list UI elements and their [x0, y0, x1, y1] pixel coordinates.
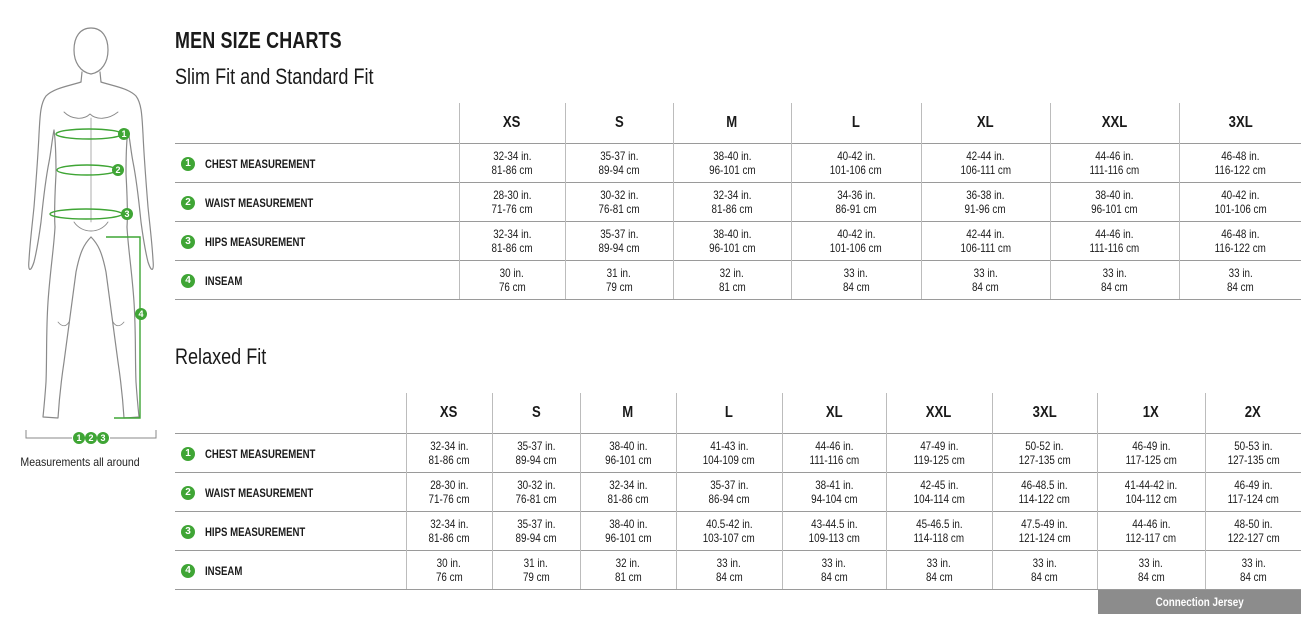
value-cm: 84 cm: [1239, 570, 1267, 584]
value-inches: 33 in.: [843, 266, 869, 280]
value-cm: 114-118 cm: [913, 531, 965, 545]
measurement-label-cell: [175, 551, 406, 590]
value-cm: 84 cm: [1137, 570, 1165, 584]
size-value-cell: [1050, 222, 1179, 261]
value-cm: 86-94 cm: [708, 492, 750, 506]
measurement-number-icon: 2: [181, 486, 195, 500]
size-label: 1X: [1142, 404, 1160, 421]
size-label: S: [614, 114, 624, 131]
value-inches: 32-34 in.: [492, 227, 532, 241]
size-value-cell: [676, 434, 782, 473]
size-value-cell: [1097, 551, 1205, 590]
size-label: 3XL: [1228, 114, 1253, 131]
size-header: [992, 393, 1097, 434]
size-value-cell: [492, 512, 580, 551]
value-inches: 35-37 in.: [516, 439, 556, 453]
size-label: XS: [503, 114, 521, 131]
value-cm: 96-101 cm: [708, 241, 756, 255]
size-value-cell: [1179, 222, 1301, 261]
size-label: XL: [977, 114, 994, 131]
value-inches: 38-40 in.: [712, 149, 752, 163]
measurement-row: [175, 512, 1301, 551]
value-cm: 76 cm: [435, 570, 463, 584]
measurement-number-icon: 3: [181, 525, 195, 539]
size-header: [1097, 393, 1205, 434]
value-cm: 76-81 cm: [515, 492, 557, 506]
value-cm: 89-94 cm: [515, 531, 557, 545]
size-header: [1179, 103, 1301, 144]
marker-4: 4: [138, 309, 144, 319]
value-inches: 44-46 in.: [1095, 149, 1134, 163]
svg-text:3: 3: [100, 433, 106, 443]
value-inches: 32-34 in.: [608, 478, 648, 492]
size-value-cell: [1179, 183, 1301, 222]
value-inches: 33 in.: [1241, 556, 1266, 570]
size-value-cell: [673, 261, 791, 300]
size-value-cell: [459, 144, 565, 183]
value-cm: 122-127 cm: [1227, 531, 1280, 545]
value-cm: 117-124 cm: [1227, 492, 1279, 506]
measurement-label: INSEAM: [205, 274, 243, 288]
value-inches: 50-52 in.: [1025, 439, 1064, 453]
size-value-cell: [992, 434, 1097, 473]
size-label: L: [851, 114, 861, 131]
measurement-row: [175, 144, 1301, 183]
value-inches: 42-44 in.: [966, 149, 1005, 163]
size-value-cell: [673, 144, 791, 183]
size-label: M: [622, 404, 634, 421]
size-value-cell: [791, 144, 921, 183]
value-cm: 111-116 cm: [1089, 241, 1140, 255]
size-value-cell: [459, 261, 565, 300]
value-inches: 46-49 in.: [1131, 439, 1171, 453]
value-cm: 79 cm: [605, 280, 633, 294]
size-value-cell: [1205, 434, 1301, 473]
size-header: [676, 393, 782, 434]
value-cm: 81 cm: [718, 280, 746, 294]
size-value-cell: [1205, 551, 1301, 590]
measurement-row: [175, 183, 1301, 222]
value-cm: 81-86 cm: [607, 492, 649, 506]
size-value-cell: [921, 144, 1050, 183]
value-cm: 117-125 cm: [1125, 453, 1177, 467]
size-value-cell: [580, 512, 676, 551]
size-value-cell: [992, 551, 1097, 590]
value-inches: 32-34 in.: [492, 149, 532, 163]
size-value-cell: [791, 222, 921, 261]
value-cm: 84 cm: [1031, 570, 1058, 584]
value-inches: 34-36 in.: [836, 188, 876, 202]
size-value-cell: [782, 551, 886, 590]
value-cm: 89-94 cm: [598, 163, 640, 177]
measurement-number-icon: 1: [181, 157, 195, 171]
measurement-label-cell: [175, 261, 459, 300]
value-inches: 32-34 in.: [429, 439, 469, 453]
value-inches: 28-30 in.: [492, 188, 532, 202]
size-header: [1205, 393, 1301, 434]
size-value-cell: [992, 473, 1097, 512]
size-value-cell: [886, 512, 992, 551]
page-title: MEN SIZE CHARTS: [175, 27, 342, 53]
measurement-number-icon: 1: [181, 447, 195, 461]
size-value-cell: [580, 434, 676, 473]
value-cm: 111-116 cm: [1089, 163, 1140, 177]
value-inches: 38-41 in.: [814, 478, 854, 492]
size-value-cell: [580, 551, 676, 590]
measurement-label-cell: [175, 222, 459, 261]
size-label: XXL: [1101, 114, 1128, 131]
value-inches: 47.5-49 in.: [1021, 517, 1068, 531]
value-inches: 30 in.: [499, 266, 525, 280]
size-value-cell: [673, 183, 791, 222]
value-cm: 71-76 cm: [428, 492, 470, 506]
size-value-cell: [459, 183, 565, 222]
value-cm: 127-135 cm: [1018, 453, 1071, 467]
size-label: L: [724, 404, 734, 421]
value-cm: 106-111 cm: [960, 163, 1011, 177]
value-cm: 119-125 cm: [913, 453, 965, 467]
value-cm: 81-86 cm: [711, 202, 753, 216]
header-blank-cell: [175, 103, 459, 144]
value-cm: 96-101 cm: [708, 163, 756, 177]
value-inches: 31 in.: [606, 266, 632, 280]
value-cm: 81-86 cm: [491, 163, 533, 177]
value-cm: 84 cm: [972, 280, 999, 294]
size-value-cell: [921, 183, 1050, 222]
size-value-cell: [886, 434, 992, 473]
value-inches: 40-42 in.: [836, 227, 876, 241]
value-inches: 42-45 in.: [919, 478, 959, 492]
value-inches: 33 in.: [716, 556, 742, 570]
value-inches: 32-34 in.: [429, 517, 469, 531]
measurement-label-cell: [175, 144, 459, 183]
size-value-cell: [791, 261, 921, 300]
size-value-cell: [886, 551, 992, 590]
value-inches: 40-42 in.: [836, 149, 876, 163]
value-inches: 40-42 in.: [1221, 188, 1260, 202]
value-cm: 89-94 cm: [515, 453, 557, 467]
size-value-cell: [565, 144, 673, 183]
measurement-row: [175, 551, 1301, 590]
value-cm: 76-81 cm: [598, 202, 640, 216]
value-inches: 33 in.: [973, 266, 998, 280]
value-inches: 33 in.: [1138, 556, 1164, 570]
size-value-cell: [886, 473, 992, 512]
value-inches: 30-32 in.: [599, 188, 639, 202]
measurement-label-cell: [175, 434, 406, 473]
value-inches: 30-32 in.: [516, 478, 556, 492]
size-header: [406, 393, 492, 434]
value-cm: 81 cm: [614, 570, 642, 584]
value-inches: 41-43 in.: [709, 439, 749, 453]
value-cm: 114-122 cm: [1018, 492, 1071, 506]
value-inches: 38-40 in.: [1095, 188, 1134, 202]
size-header: [886, 393, 992, 434]
size-label: 3XL: [1032, 404, 1057, 421]
value-inches: 47-49 in.: [919, 439, 959, 453]
value-cm: 91-96 cm: [964, 202, 1007, 216]
size-value-cell: [791, 183, 921, 222]
marker-3: 3: [124, 209, 130, 219]
size-value-cell: [1097, 473, 1205, 512]
size-value-cell: [676, 473, 782, 512]
value-inches: 32 in.: [615, 556, 641, 570]
size-value-cell: [676, 512, 782, 551]
value-cm: 96-101 cm: [1091, 202, 1138, 216]
value-cm: 101-106 cm: [1214, 202, 1267, 216]
value-inches: 33 in.: [1102, 266, 1127, 280]
measurement-label: CHEST MEASUREMENT: [205, 157, 316, 171]
value-inches: 28-30 in.: [429, 478, 469, 492]
value-inches: 35-37 in.: [516, 517, 556, 531]
value-inches: 42-44 in.: [966, 227, 1005, 241]
value-inches: 50-53 in.: [1234, 439, 1273, 453]
footnote-badge: Connection Jersey: [1098, 590, 1301, 614]
size-value-cell: [1179, 144, 1301, 183]
marker-2: 2: [115, 165, 121, 175]
svg-text:2: 2: [88, 433, 94, 443]
value-cm: 84 cm: [842, 280, 870, 294]
size-value-cell: [1050, 144, 1179, 183]
value-inches: 38-40 in.: [608, 517, 648, 531]
value-cm: 104-112 cm: [1125, 492, 1177, 506]
size-header-row: [175, 103, 1301, 144]
size-value-cell: [673, 222, 791, 261]
value-inches: 38-40 in.: [712, 227, 752, 241]
measurement-number-icon: 2: [181, 196, 195, 210]
measurement-label-cell: [175, 512, 406, 551]
value-cm: 84 cm: [925, 570, 953, 584]
size-header: [1050, 103, 1179, 144]
value-cm: 104-114 cm: [913, 492, 965, 506]
value-inches: 36-38 in.: [966, 188, 1005, 202]
value-cm: 76 cm: [498, 280, 526, 294]
size-header: [492, 393, 580, 434]
value-inches: 46-48 in.: [1221, 227, 1260, 241]
measurement-label: WAIST MEASUREMENT: [205, 196, 314, 210]
value-inches: 35-37 in.: [599, 227, 639, 241]
value-cm: 112-117 cm: [1125, 531, 1177, 545]
value-cm: 106-111 cm: [960, 241, 1011, 255]
value-cm: 101-106 cm: [830, 241, 882, 255]
value-inches: 44-46 in.: [814, 439, 854, 453]
value-cm: 116-122 cm: [1214, 241, 1266, 255]
measurement-row: [175, 222, 1301, 261]
value-inches: 33 in.: [1032, 556, 1057, 570]
value-inches: 31 in.: [523, 556, 549, 570]
size-label: 2X: [1245, 404, 1262, 421]
value-cm: 111-116 cm: [809, 453, 859, 467]
body-measurement-figure: [14, 22, 164, 452]
size-label: XS: [440, 404, 458, 421]
value-inches: 40.5-42 in.: [705, 517, 753, 531]
size-value-cell: [492, 434, 580, 473]
slim-fit-table: [175, 103, 1301, 300]
size-value-cell: [676, 551, 782, 590]
value-cm: 84 cm: [1101, 280, 1128, 294]
measurement-row: [175, 261, 1301, 300]
body-outline-icon: [14, 22, 164, 452]
size-value-cell: [565, 261, 673, 300]
size-value-cell: [1050, 261, 1179, 300]
measurement-row: [175, 473, 1301, 512]
size-value-cell: [580, 473, 676, 512]
size-value-cell: [1050, 183, 1179, 222]
relaxed-fit-table: [175, 393, 1301, 590]
value-inches: 32 in.: [719, 266, 745, 280]
measurement-label-cell: [175, 183, 459, 222]
measurement-label: HIPS MEASUREMENT: [205, 525, 306, 539]
size-label: XL: [825, 404, 843, 421]
size-value-cell: [492, 551, 580, 590]
value-cm: 127-135 cm: [1227, 453, 1280, 467]
value-inches: 30 in.: [436, 556, 462, 570]
size-value-cell: [1179, 261, 1301, 300]
value-inches: 46-48 in.: [1221, 149, 1260, 163]
size-header: [782, 393, 886, 434]
value-inches: 44-46 in.: [1095, 227, 1134, 241]
value-cm: 109-113 cm: [808, 531, 860, 545]
value-inches: 48-50 in.: [1234, 517, 1273, 531]
value-cm: 104-109 cm: [703, 453, 755, 467]
size-value-cell: [406, 512, 492, 551]
size-value-cell: [459, 222, 565, 261]
value-inches: 43-44.5 in.: [810, 517, 858, 531]
value-cm: 94-104 cm: [810, 492, 858, 506]
size-value-cell: [492, 473, 580, 512]
size-label: M: [726, 114, 738, 131]
size-value-cell: [782, 434, 886, 473]
size-header: [459, 103, 565, 144]
value-inches: 41-44-42 in.: [1124, 478, 1178, 492]
measurement-number-icon: 3: [181, 235, 195, 249]
size-label: XXL: [926, 404, 952, 421]
relaxed-fit-title: Relaxed Fit: [175, 344, 267, 369]
measurement-number-icon: 4: [181, 564, 195, 578]
value-cm: 84 cm: [1226, 280, 1254, 294]
size-header: [565, 103, 673, 144]
size-value-cell: [1097, 512, 1205, 551]
value-cm: 96-101 cm: [604, 531, 652, 545]
value-cm: 81-86 cm: [428, 453, 470, 467]
size-header: [580, 393, 676, 434]
value-inches: 35-37 in.: [709, 478, 749, 492]
marker-1: 1: [121, 129, 127, 139]
header-blank-cell: [175, 393, 406, 434]
value-inches: 46-49 in.: [1234, 478, 1273, 492]
size-value-cell: [1097, 434, 1205, 473]
value-cm: 79 cm: [522, 570, 550, 584]
measurement-row: [175, 434, 1301, 473]
value-cm: 96-101 cm: [604, 453, 652, 467]
size-value-cell: [406, 434, 492, 473]
measurement-number-icon: 4: [181, 274, 195, 288]
size-value-cell: [782, 512, 886, 551]
value-cm: 86-91 cm: [835, 202, 877, 216]
size-value-cell: [406, 473, 492, 512]
value-cm: 103-107 cm: [703, 531, 755, 545]
size-value-cell: [1205, 473, 1301, 512]
size-value-cell: [921, 261, 1050, 300]
size-header: [791, 103, 921, 144]
size-value-cell: [406, 551, 492, 590]
size-value-cell: [1205, 512, 1301, 551]
value-cm: 116-122 cm: [1214, 163, 1266, 177]
size-header: [673, 103, 791, 144]
measurement-label-cell: [175, 473, 406, 512]
value-cm: 84 cm: [820, 570, 848, 584]
svg-text:1: 1: [76, 433, 82, 443]
measurement-label: HIPS MEASUREMENT: [205, 235, 306, 249]
value-cm: 71-76 cm: [491, 202, 533, 216]
size-value-cell: [921, 222, 1050, 261]
size-value-cell: [565, 222, 673, 261]
size-value-cell: [565, 183, 673, 222]
value-inches: 35-37 in.: [599, 149, 639, 163]
figure-caption: Measurements all around: [20, 455, 140, 469]
value-inches: 46-48.5 in.: [1021, 478, 1068, 492]
size-header-row: [175, 393, 1301, 434]
slim-fit-title: Slim Fit and Standard Fit: [175, 64, 374, 89]
measurement-label: WAIST MEASUREMENT: [205, 486, 314, 500]
value-cm: 101-106 cm: [830, 163, 882, 177]
value-inches: 44-46 in.: [1131, 517, 1171, 531]
value-inches: 38-40 in.: [608, 439, 648, 453]
size-header: [921, 103, 1050, 144]
size-label: S: [531, 404, 541, 421]
value-cm: 81-86 cm: [428, 531, 470, 545]
measurement-label: CHEST MEASUREMENT: [205, 447, 316, 461]
value-cm: 81-86 cm: [491, 241, 533, 255]
measurement-label: INSEAM: [205, 564, 243, 578]
value-cm: 84 cm: [715, 570, 743, 584]
value-inches: 45-46.5 in.: [915, 517, 963, 531]
value-inches: 32-34 in.: [712, 188, 752, 202]
value-cm: 121-124 cm: [1018, 531, 1071, 545]
value-inches: 33 in.: [1228, 266, 1253, 280]
size-value-cell: [992, 512, 1097, 551]
size-value-cell: [782, 473, 886, 512]
value-inches: 33 in.: [926, 556, 952, 570]
value-cm: 89-94 cm: [598, 241, 640, 255]
value-inches: 33 in.: [821, 556, 847, 570]
